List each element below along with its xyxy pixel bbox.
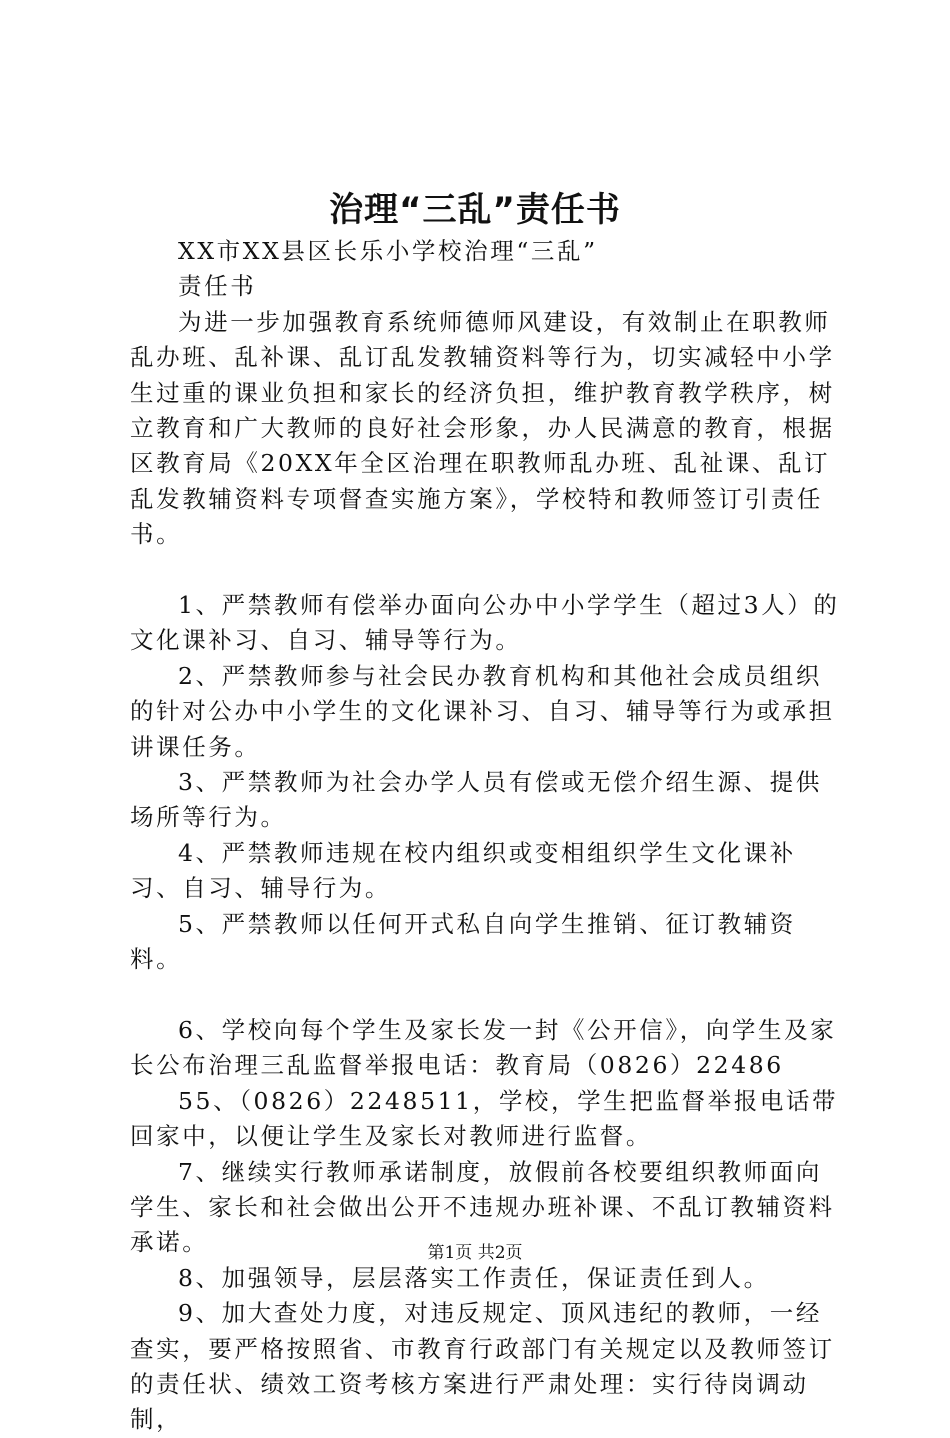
paragraph-spacer <box>130 978 842 1013</box>
clause-5: 5、严禁教师以任何开式私自向学生推销、征订教辅资料。 <box>130 909 796 974</box>
clause-4: 4、严禁教师违规在校内组织或变相组织学生文化课补习、自习、辅导行为。 <box>130 838 796 903</box>
intro-paragraph: 为进一步加强教育系统师德师风建设，有效制止在职教师乱办班、乱补课、乱订乱发教辅资料等行为，切实减轻中小学生过重的课业负担和家长的经济负担，维护教育教学秩序，树立教育和广大教师的良好社会形象，办人民满意的教育，根据区教育局《20XX年全区治理在职教师乱办班、乱祉课、乱订乱发教辅资料专项督查实施方案》，学校特和教师签订引责任书。 <box>130 307 835 549</box>
clause-7: 7、继续实行教师承诺制度，放假前各校要组织教师面向学生、家长和社会做出公开不违规办班补课、不乱订教辅资料承诺。 <box>130 1157 835 1257</box>
clause-9: 9、加大查处力度，对违反规定、顶风违纪的教师，一经查实，要严格按照省、市教育行政部门有关规定以及教师签订的责任状、绩效工资考核方案进行严肃处理：实行待岗调动制， <box>130 1299 835 1434</box>
subtitle-line-1: XX市XX县区长乐小学校治理“三乱” <box>178 237 598 265</box>
page-number-footer: 第1页 共2页 <box>427 1243 523 1263</box>
clause-8: 8、加强领导，层层落实工作责任，保证责任到人。 <box>178 1263 770 1292</box>
paragraph-spacer <box>130 553 842 588</box>
clause-6: 6、学校向每个学生及家长发一封《公开信》，向学生及家长公布治理三乱监督举报电话：教育局（0826）22486 <box>130 1015 837 1080</box>
clause-2: 2、严禁教师参与社会民办教育机构和其他社会成员组织的针对公办中小学生的文化课补习、自习、辅导等行为或承担讲课任务。 <box>130 661 835 761</box>
document-title: 治理“三乱”责任书 <box>329 190 621 230</box>
clause-6-continued: 55、（0826）2248511，学校，学生把监督举报电话带回家中，以便让学生及家长对教师进行监督。 <box>130 1086 839 1151</box>
clause-3: 3、严禁教师为社会办学人员有偿或无偿介绍生源、提供场所等行为。 <box>130 768 822 832</box>
clause-1: 1、严禁教师有偿举办面向公办中小学学生（超过3人）的文化课补习、自习、辅导等行为。 <box>130 591 840 655</box>
subtitle-line-2: 责任书 <box>178 272 257 301</box>
